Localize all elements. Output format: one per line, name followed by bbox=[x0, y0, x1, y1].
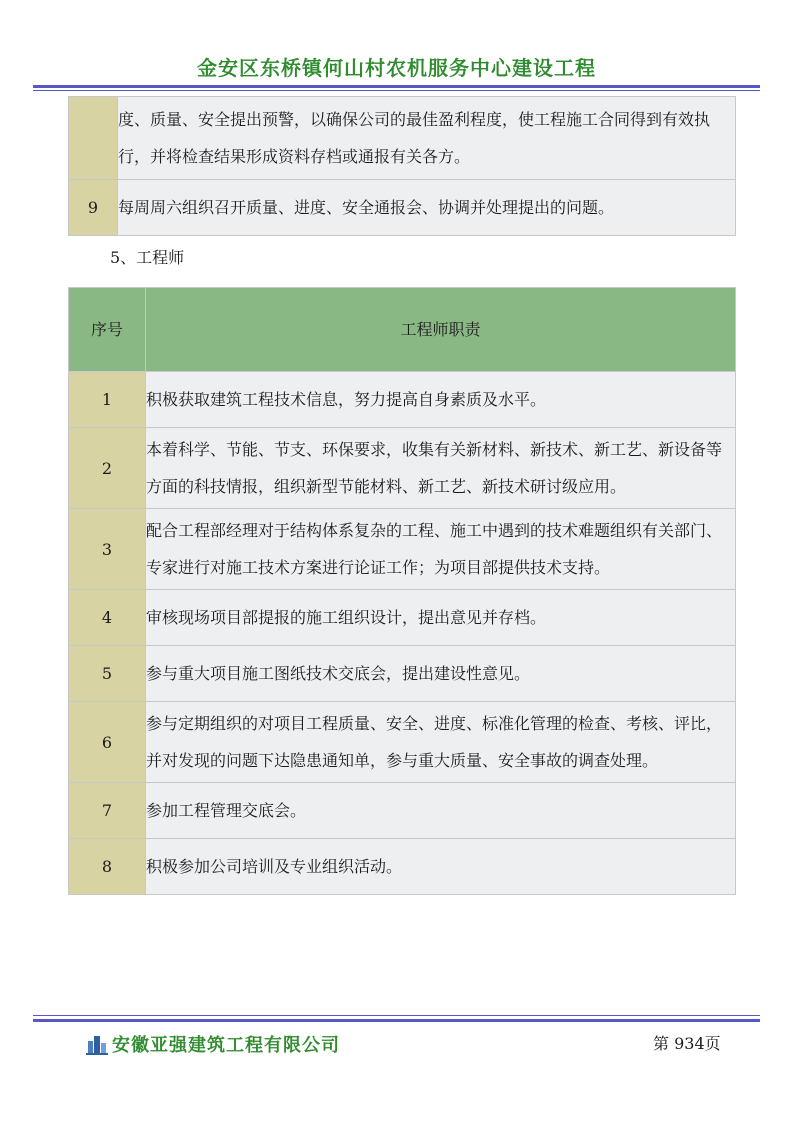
duties-table-continued bbox=[68, 96, 736, 236]
building-logo-icon bbox=[86, 1033, 108, 1055]
row-text: 参与定期组织的对项目工程质量、安全、进度、标准化管理的检查、考核、评比，并对发现的问题下达隐患通知单，参与重大质量、安全事故的调查处理。 bbox=[146, 702, 736, 783]
row-text: 积极参加公司培训及专业组织活动。 bbox=[146, 839, 736, 895]
header-rule-thin bbox=[33, 90, 760, 91]
row-text: 审核现场项目部提报的施工组织设计，提出意见并存档。 bbox=[146, 590, 736, 646]
footer-company-name: 安徽亚强建筑工程有限公司 bbox=[112, 1035, 340, 1056]
footer-rule-thick bbox=[33, 1019, 760, 1022]
header-rule-thick bbox=[33, 85, 760, 88]
table-row bbox=[69, 372, 736, 428]
table-row bbox=[69, 839, 736, 895]
section-heading: 5、工程师 bbox=[110, 248, 185, 267]
row-text: 参加工程管理交底会。 bbox=[146, 783, 736, 839]
table-row bbox=[69, 646, 736, 702]
row-text: 本着科学、节能、节支、环保要求，收集有关新材料、新技术、新工艺、新设备等方面的科技情报，组织新型节能材料、新工艺、新技术研讨级应用。 bbox=[146, 428, 736, 509]
row-number: 9 bbox=[69, 180, 118, 236]
row-number bbox=[69, 97, 118, 180]
row-number: 2 bbox=[69, 428, 146, 509]
page-number: 第 934页 bbox=[653, 1034, 721, 1053]
table-row bbox=[69, 97, 736, 180]
table-row bbox=[69, 783, 736, 839]
row-number: 1 bbox=[69, 372, 146, 428]
row-text: 积极获取建筑工程技术信息，努力提高自身素质及水平。 bbox=[146, 372, 736, 428]
header-number: 序号 bbox=[69, 288, 146, 372]
table-row bbox=[69, 509, 736, 590]
table-row bbox=[69, 702, 736, 783]
table-row bbox=[69, 180, 736, 236]
row-number: 7 bbox=[69, 783, 146, 839]
row-text: 配合工程部经理对于结构体系复杂的工程、施工中遇到的技术难题组织有关部门、专家进行对施工技术方案进行论证工作；为项目部提供技术支持。 bbox=[146, 509, 736, 590]
row-number: 6 bbox=[69, 702, 146, 783]
row-number: 3 bbox=[69, 509, 146, 590]
table-row bbox=[69, 590, 736, 646]
row-text: 度、质量、安全提出预警，以确保公司的最佳盈利程度，使工程施工合同得到有效执行，并将检查结果形成资料存档或通报有关各方。 bbox=[118, 97, 736, 180]
page-header-title: 金安区东桥镇何山村农机服务中心建设工程 bbox=[197, 56, 596, 80]
header-title: 工程师职责 bbox=[146, 288, 736, 372]
row-text: 参与重大项目施工图纸技术交底会，提出建设性意见。 bbox=[146, 646, 736, 702]
footer-rule-thin bbox=[33, 1015, 760, 1016]
engineer-duties-table bbox=[68, 287, 736, 895]
row-text: 每周周六组织召开质量、进度、安全通报会、协调并处理提出的问题。 bbox=[118, 180, 736, 236]
row-number: 8 bbox=[69, 839, 146, 895]
table-header-row bbox=[69, 288, 736, 372]
table-row bbox=[69, 428, 736, 509]
row-number: 4 bbox=[69, 590, 146, 646]
row-number: 5 bbox=[69, 646, 146, 702]
footer-company bbox=[86, 1031, 340, 1057]
